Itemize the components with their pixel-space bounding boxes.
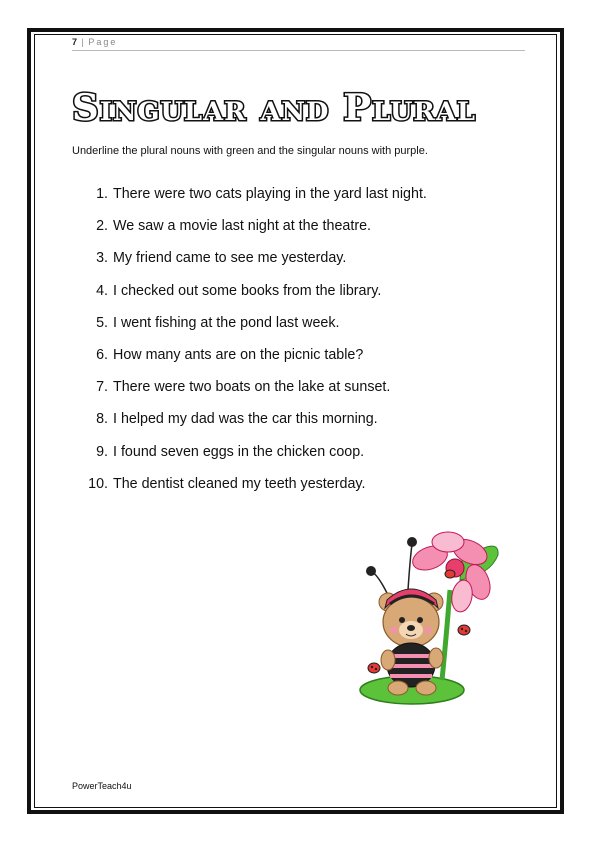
page-word: Page	[88, 37, 118, 47]
item-text: How many ants are on the picnic table?	[113, 346, 364, 363]
footer-brand: PowerTeach4u	[72, 781, 132, 791]
list-item	[88, 283, 528, 315]
item-text: I checked out some books from the library.	[113, 282, 382, 299]
page-separator: |	[81, 37, 84, 47]
list-item	[88, 379, 528, 411]
ladybug-icon	[458, 625, 470, 635]
ladybug-icon	[445, 570, 455, 578]
item-text: I went fishing at the pond last week.	[113, 314, 340, 331]
worksheet-title	[70, 82, 540, 130]
item-number: 7.	[96, 379, 108, 396]
item-text: I found seven eggs in the chicken coop.	[113, 443, 365, 460]
item-number: 9.	[96, 443, 108, 460]
sentence-list	[88, 186, 528, 508]
item-text: The dentist cleaned my teeth yesterday.	[113, 475, 366, 492]
list-item	[88, 218, 528, 250]
title-text: Singular and Plural	[72, 87, 476, 129]
list-item	[88, 411, 528, 443]
list-item	[88, 476, 528, 508]
item-number: 4.	[96, 282, 108, 299]
list-item	[88, 186, 528, 218]
page-number: 7	[72, 37, 78, 47]
instructions: Underline the plural nouns with green and the singular nouns with purple.	[72, 145, 428, 157]
item-number: 10.	[88, 475, 108, 492]
page-header	[72, 37, 525, 51]
list-item	[88, 444, 528, 476]
list-item	[88, 347, 528, 379]
item-text: I helped my dad was the car this morning.	[113, 411, 378, 428]
item-number: 6.	[96, 346, 108, 363]
item-text: There were two cats playing in the yard last night.	[113, 186, 427, 202]
list-item	[88, 315, 528, 347]
item-number: 3.	[96, 250, 108, 267]
item-text: My friend came to see me yesterday.	[113, 250, 347, 267]
bear-flower-illustration	[350, 530, 505, 715]
item-number: 5.	[96, 314, 108, 331]
item-number: 1.	[96, 186, 108, 202]
ladybug-icon	[368, 663, 380, 673]
item-number: 8.	[96, 411, 108, 428]
item-number: 2.	[96, 218, 108, 235]
item-text: There were two boats on the lake at sunset.	[113, 379, 391, 396]
list-item	[88, 250, 528, 282]
item-text: We saw a movie last night at the theatre.	[113, 218, 372, 235]
